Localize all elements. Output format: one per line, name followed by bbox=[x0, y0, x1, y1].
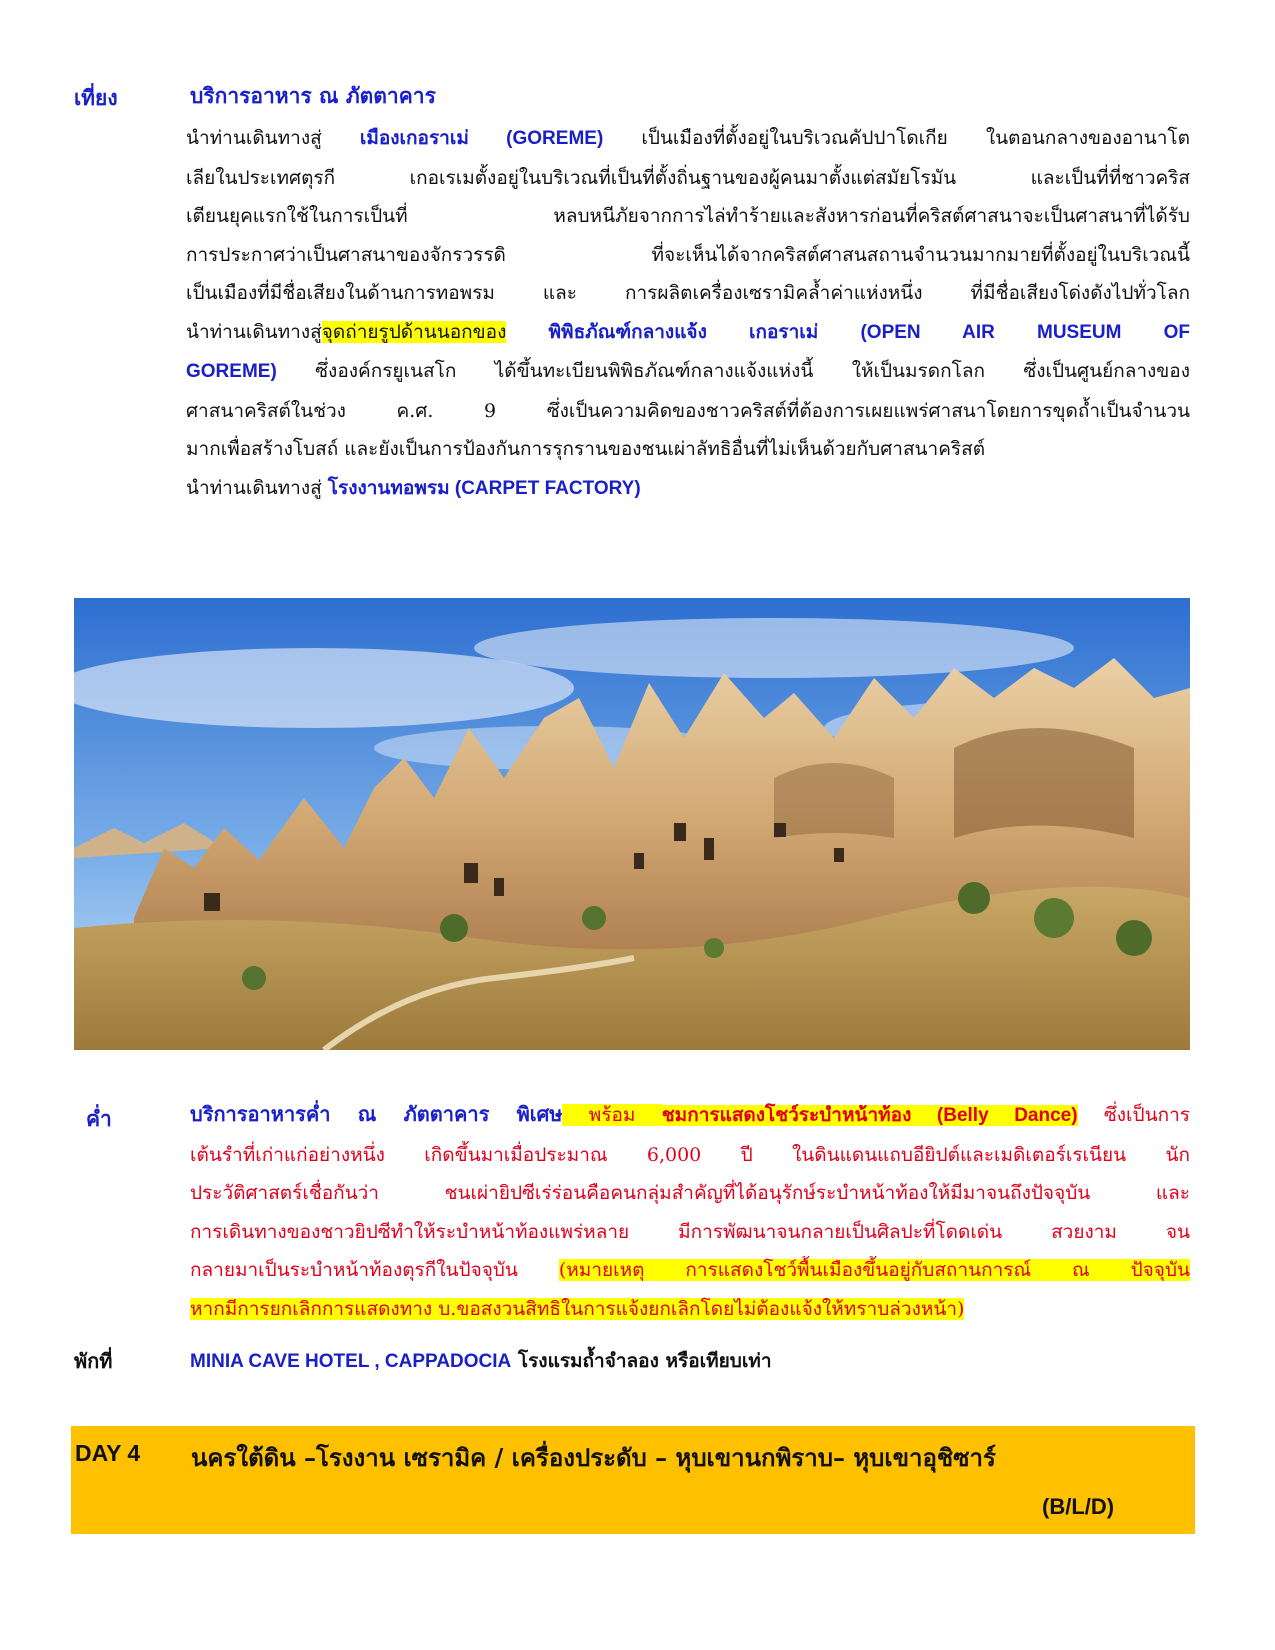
goreme-town-name: เมืองเกอราเม่ (GOREME) bbox=[359, 128, 604, 149]
belly-dance-show: ชมการแสดงโชว์ระบำหน้าท้อง (Belly Dance) bbox=[661, 1105, 1078, 1126]
goreme-line-1: นำท่านเดินทางสู่ เมืองเกอราเม่ (GOREME) เป็นเมืองที่ตั้งอยู่ในบริเวณคัปปาโดเกีย ในตอนกลางของอานาโต bbox=[186, 127, 1190, 149]
goreme-line-5: เป็นเมืองที่มีชื่อเสียงในด้านการทอพรม และ การผลิตเครื่องเซรามิคล้ำค่าแห่งหนึ่ง ที่มีชื่อเสียงโด่งดังไปทั่วโลก bbox=[186, 282, 1190, 304]
carpet-line: นำท่านเดินทางสู่ โรงงานทอพรม (CARPET FACTORY) bbox=[186, 476, 641, 499]
stay-label: พักที่ bbox=[74, 1349, 113, 1373]
meals-included: (B/L/D) bbox=[1042, 1494, 1115, 1519]
museum-line-3: ศาสนาคริสต์ในช่วง ค.ศ. 9 ซึ่งเป็นความคิดของชาวคริสต์ที่ต้องการเผยแพร่ศาสนาโดยการขุดถ้ำเป็นจำนวน bbox=[186, 399, 1190, 422]
show-note-highlight-2: หากมีการยกเลิกการแสดงทาง บ.ขอสงวนสิทธิในการแจ้งยกเลิกโดยไม่ต้องแจ้งให้ทราบล่วงหน้า) bbox=[190, 1297, 965, 1320]
dinner-line-6 bbox=[190, 1290, 1190, 1329]
show-note-highlight-1: (หมายเหตุ การแสดงโชว์พื้นเมืองขึ้นอยู่กับสถานการณ์ ณ ปัจจุบัน bbox=[558, 1259, 1190, 1281]
dinner-heading: บริการอาหารค่ำ ณ ภัตตาคาร พิเศษ bbox=[190, 1102, 563, 1126]
museum-line-2: GOREME) ซึ่งองค์กรยูเนสโก ได้ขึ้นทะเบียนพิพิธภัณฑ์กลางแจ้งแห่งนี้ ให้เป็นมรดกโลก ซึ่งเป็นศูนย์กลางของ bbox=[186, 360, 1190, 382]
goreme-line-2: เลียในประเทศตุรกี เกอเรเมตั้งอยู่ในบริเวณที่เป็นที่ตั้งถิ่นฐานของผู้คนมาตั้งแต่สมัยโรมัน และเป็นที่ที่ชาวคริส bbox=[186, 166, 1190, 189]
open-air-museum-name: พิพิธภัณฑ์กลางแจ้ง เกอราเม่ (OPEN AIR MUSEUM OF bbox=[506, 321, 1190, 343]
dinner-label: ค่ำ bbox=[86, 1108, 112, 1131]
day-banner bbox=[71, 1426, 1195, 1534]
dinner-line-5: กลายมาเป็นระบำหน้าท้องตุรกีในปัจจุบัน (หมายเหตุ การแสดงโชว์พื้นเมืองขึ้นอยู่กับสถานการณ์ ณ ปัจจุบัน bbox=[190, 1259, 1190, 1281]
museum-line-1: นำท่านเดินทางสู่จุดถ่ายรูปด้านนอกของ พิพิธภัณฑ์กลางแจ้ง เกอราเม่ (OPEN AIR MUSEUM OF bbox=[186, 320, 1190, 343]
day-number: DAY 4 bbox=[75, 1440, 141, 1466]
dinner-paragraph bbox=[190, 1095, 1190, 1328]
lunch-heading: บริการอาหาร ณ ภัตตาคาร bbox=[190, 83, 436, 108]
lunch-label: เที่ยง bbox=[74, 87, 118, 110]
hotel-line: MINIA CAVE HOTEL , CAPPADOCIA โรงแรมถ้ำจำลอง หรือเทียบเท่า bbox=[190, 1350, 772, 1372]
cappadocia-landscape-photo bbox=[74, 598, 1190, 1050]
photo-stop-highlight: จุดถ่ายรูปด้านนอกของ bbox=[321, 320, 507, 343]
hotel-name: MINIA CAVE HOTEL , CAPPADOCIA bbox=[190, 1351, 512, 1372]
dinner-line-2: เต้นรำที่เก่าแก่อย่างหนึ่ง เกิดขึ้นมาเมื่อประมาณ 6,000 ปี ในดินแดนแถบอียิปต์และเมดิเตอร์เรเนียน นัก bbox=[190, 1143, 1190, 1166]
goreme-paragraph bbox=[186, 119, 1190, 508]
dinner-line-1: บริการอาหารค่ำ ณ ภัตตาคาร พิเศษ พร้อม ชมการแสดงโชว์ระบำหน้าท้อง (Belly Dance) ซึ่งเป็นการ bbox=[190, 1102, 1190, 1126]
carpet-factory-name: โรงงานทอพรม (CARPET FACTORY) bbox=[327, 477, 641, 499]
dinner-line-4: การเดินทางของชาวยิปซีทำให้ระบำหน้าท้องแพร่หลาย มีการพัฒนาจนกลายเป็นศิลปะที่โดดเด่น สวยงาม จน bbox=[190, 1220, 1190, 1243]
goreme-line-4: การประกาศว่าเป็นศาสนาของจักรวรรดิ ที่จะเห็นได้จากคริสต์ศาสนสถานจำนวนมากมายที่ตั้งอยู่ในบริเวณนี้ bbox=[186, 243, 1190, 266]
day-title: นครใต้ดิน –โรงงาน เซรามิค / เครื่องประดับ – หุบเขานกพิราบ– หุบเขาอุชิซาร์ bbox=[191, 1443, 996, 1472]
dinner-line-3: ประวัติศาสตร์เชื่อกันว่า ชนเผ่ายิปซีเร่ร่อนคือคนกลุ่มสำคัญที่ได้อนุรักษ์ระบำหน้าท้องให้มีมาจนถึงปัจจุบัน และ bbox=[190, 1182, 1190, 1204]
museum-line-4: มากเพื่อสร้างโบสถ์ และยังเป็นการป้องกันการรุกรานของชนเผ่าลัทธิอื่นที่ไม่เห็นด้วยกับศาสนาคริสต์ bbox=[186, 438, 986, 460]
goreme-line-3: เตียนยุคแรกใช้ในการเป็นที่ หลบหนีภัยจากการไล่ทำร้ายและสังหารก่อนที่คริสต์ศาสนาจะเป็นศาสนาที่ได้รับ bbox=[186, 205, 1190, 227]
